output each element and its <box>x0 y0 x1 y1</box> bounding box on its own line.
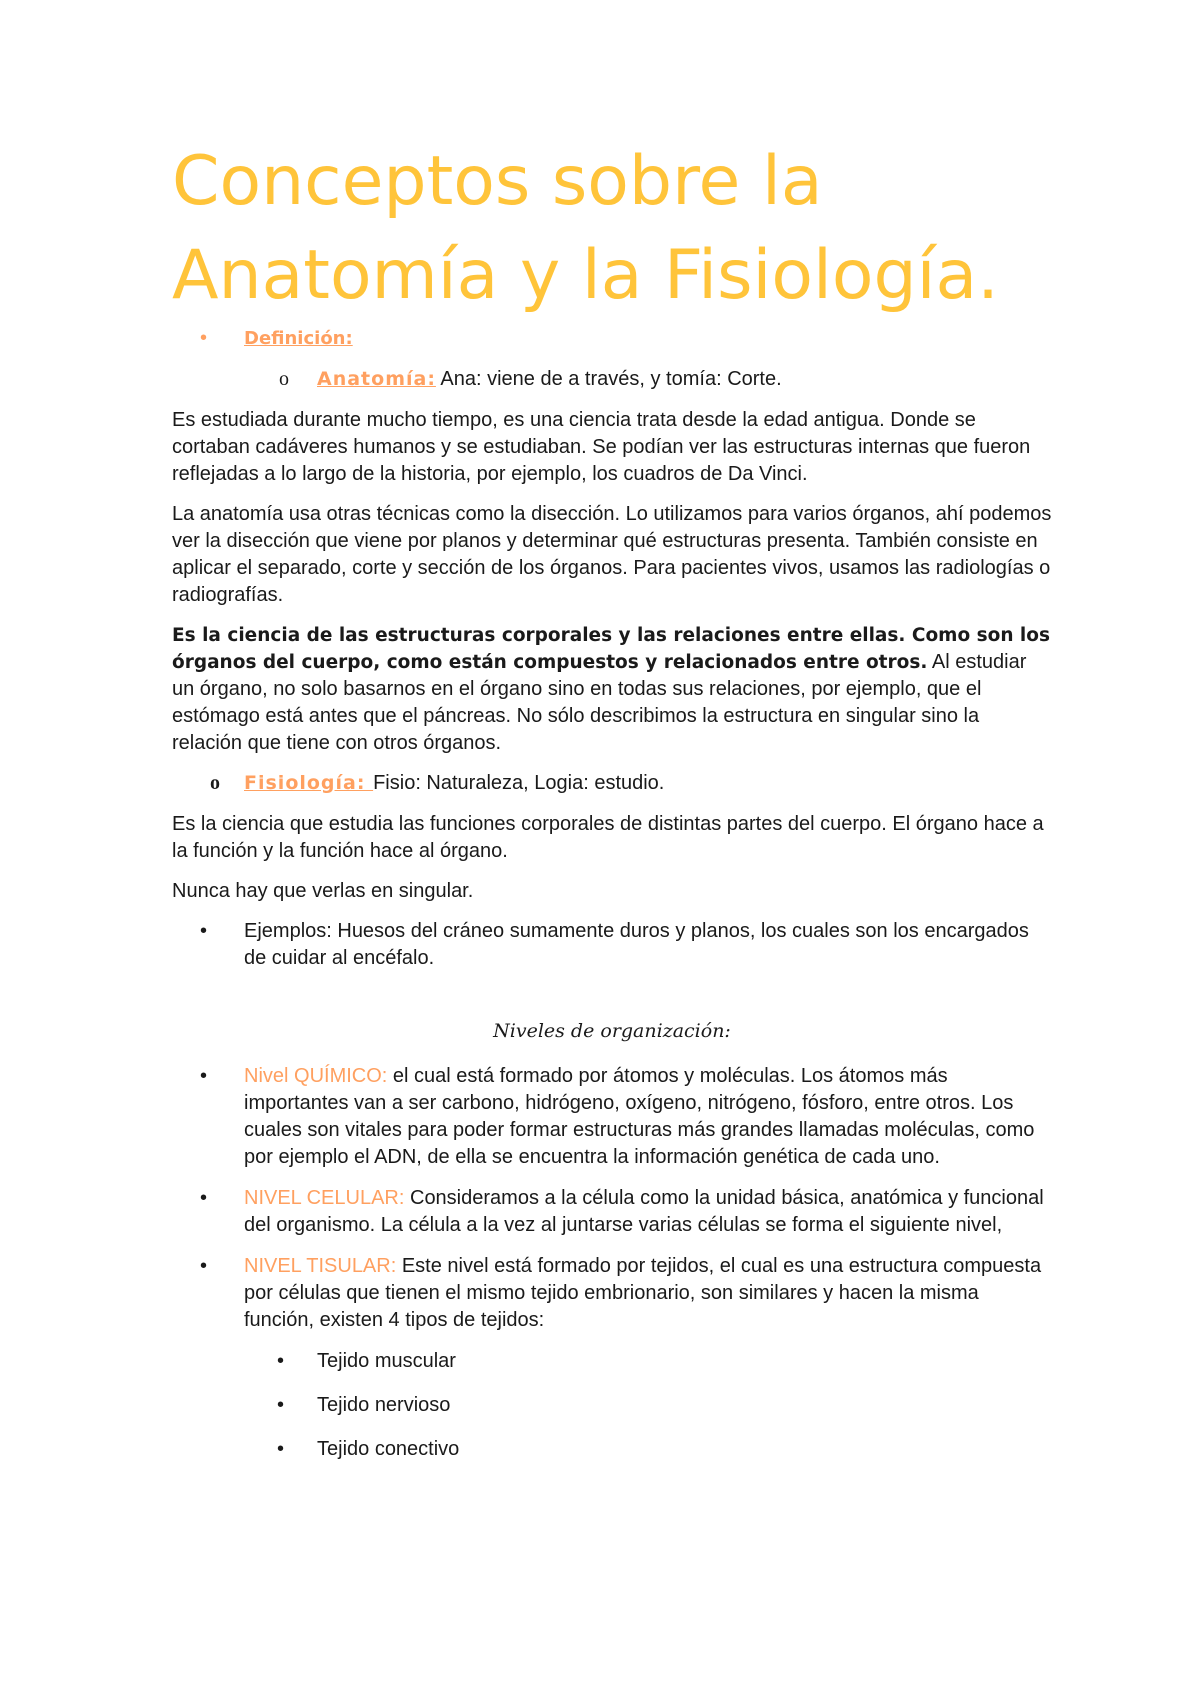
circle-bullet-icon: o <box>279 368 289 390</box>
list-item-nivel-tisular <box>172 1253 1052 1334</box>
bullet-icon: • <box>277 1350 285 1372</box>
bullet-icon: • <box>200 327 208 349</box>
nivel-tisular-text: Este nivel está formado por tejidos, el cual es una estructura compuesta por células que tienen el mismo tejido embrionario, son similares y hacen la misma función, existen 4 tipos de tejidos: <box>244 1255 1042 1331</box>
paragraph-5: Nunca hay que verlas en singular. <box>172 880 474 902</box>
list-item-ejemplos <box>172 918 1052 972</box>
list-item-tejido <box>172 1436 1052 1463</box>
fisiologia-text: Fisio: Naturaleza, Logia: estudio. <box>373 772 665 794</box>
tejido-label: Tejido nervioso <box>317 1394 451 1416</box>
bullet-icon: • <box>200 1255 208 1277</box>
list-item-tejido <box>172 1392 1052 1419</box>
fisiologia-label: Fisiología: <box>244 772 374 794</box>
document-content <box>172 135 1052 1463</box>
list-item-anatomia <box>172 366 1052 393</box>
page-title <box>172 135 1052 323</box>
anatomia-text: Ana: viene de a través, y tomía: Corte. <box>435 368 782 390</box>
bullet-icon: • <box>200 1065 208 1087</box>
paragraph-3-text: Al estudiar un órgano, no solo basarnos en el órgano sino en todas sus relaciones, por ejemplo, que el estómago está antes que el páncreas. No sólo describimos la estructura en singular sino la relación que tiene con otros órganos. <box>172 651 1027 754</box>
paragraph-3 <box>172 622 1052 757</box>
bullet-icon: • <box>277 1438 285 1460</box>
section-heading-niveles: Niveles de organización: <box>493 1020 731 1042</box>
paragraph-1: Es estudiada durante mucho tiempo, es una ciencia trata desde la edad antigua. Donde se cortaban cadáveres humanos y se estudiaban. Se podían ver las estructuras internas que fueron reflejadas a lo largo de la historia, por ejemplo, los cuadros de Da Vinci. <box>172 409 1031 485</box>
nivel-quimico-text: el cual está formado por átomos y moléculas. Los átomos más importantes van a ser carbono, hidrógeno, oxígeno, nitrógeno, fósforo, entre otros. Los cuales son vitales para poder formar estructuras más grandes llamadas moléculas, como por ejemplo el ADN, de ella se encuentra la información genética de cada uno. <box>244 1065 1035 1168</box>
tejido-label: Tejido muscular <box>317 1350 456 1372</box>
list-item-nivel-quimico <box>172 1063 1052 1171</box>
definicion-heading: Definición: <box>244 328 353 349</box>
nivel-celular-label: NIVEL CELULAR: <box>244 1187 405 1209</box>
bullet-icon: • <box>277 1394 285 1416</box>
paragraph-4: Es la ciencia que estudia las funciones corporales de distintas partes del cuerpo. El órgano hace a la función y la función hace al órgano. <box>172 813 1044 862</box>
title-line-2: Anatomía y la Fisiología. <box>172 236 999 315</box>
tejido-label: Tejido conectivo <box>317 1438 460 1460</box>
paragraph-2: La anatomía usa otras técnicas como la disección. Lo utilizamos para varios órganos, ahí podemos ver la disección que viene por planos y determinar qué estructuras presenta. También consiste en aplicar el separado, corte y sección de los órganos. Para pacientes vivos, usamos las radiologías o radiografías. <box>172 503 1052 606</box>
nivel-celular-text: Consideramos a la célula como la unidad básica, anatómica y funcional del organismo. La célula a la vez al juntarse varias células se forma el siguiente nivel, <box>244 1187 1044 1236</box>
nivel-quimico-label: Nivel QUÍMICO: <box>244 1065 388 1087</box>
anatomia-label: Anatomía: <box>317 368 436 390</box>
bullet-icon: • <box>200 920 208 942</box>
list-item-definicion <box>172 325 1052 352</box>
list-item-nivel-celular <box>172 1185 1052 1239</box>
bullet-icon: • <box>200 1187 208 1209</box>
title-line-1: Conceptos sobre la <box>172 142 823 221</box>
list-item-tejido <box>172 1348 1052 1375</box>
paragraph-3-bold: Es la ciencia de las estructuras corporales y las relaciones entre ellas. Como son los órganos del cuerpo, como están compuestos y relacionados entre otros. <box>172 625 1050 673</box>
list-item-fisiologia <box>172 770 1052 797</box>
ejemplos-text: Ejemplos: Huesos del cráneo sumamente duros y planos, los cuales son los encargados de cuidar al encéfalo. <box>244 920 1029 969</box>
nivel-tisular-label: NIVEL TISULAR: <box>244 1255 397 1277</box>
circle-bullet-icon: o <box>210 772 220 794</box>
